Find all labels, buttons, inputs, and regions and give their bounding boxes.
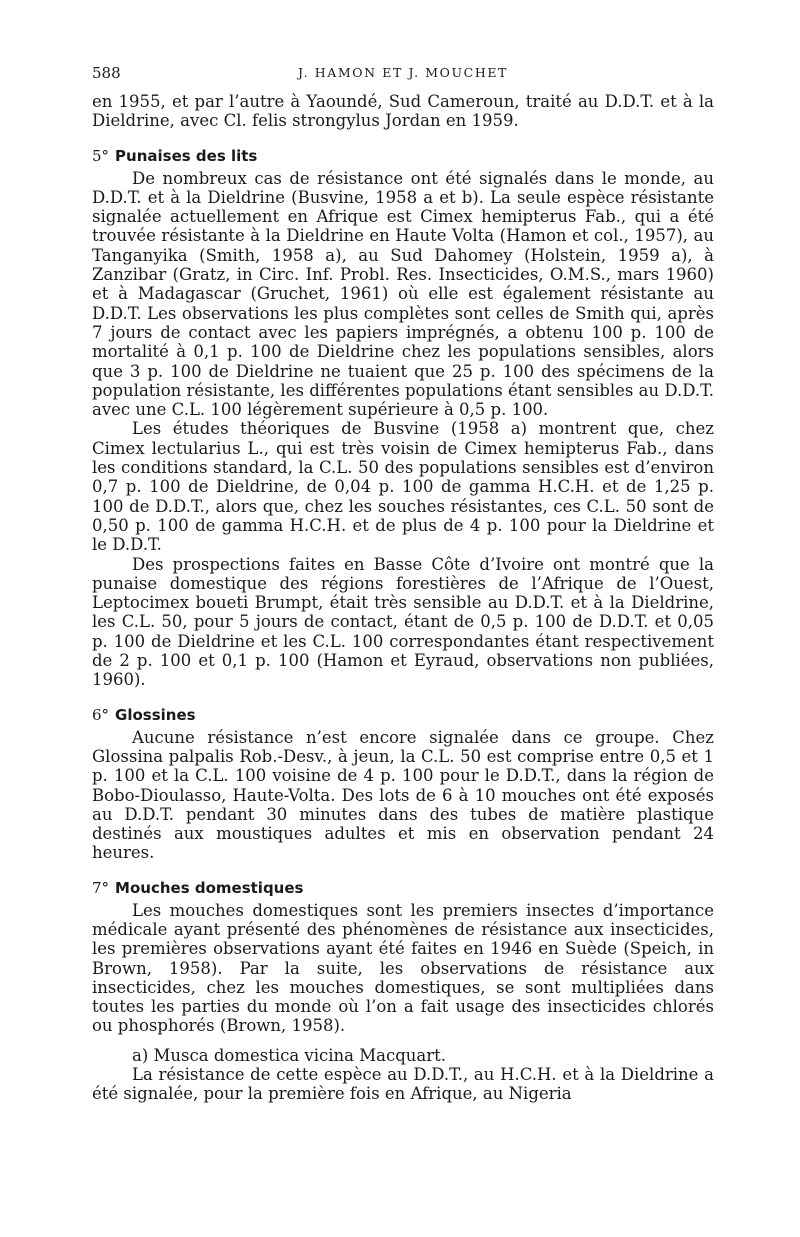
section-heading-punaises: [92, 147, 714, 166]
paragraph: La résistance de cette espèce au D.D.T., au H.C.H. et à la Dieldrine a été signalée, pour la première fois en Afrique, au Nigeria: [92, 1065, 714, 1104]
paragraph: Les mouches domestiques sont les premiers insectes d’importance médicale ayant présenté des phénomènes de résistance aux insecticides, les premières observations ayant été faites en 1946 en Suède (Speich, in Brown, 1958). Par la suite, les observations de résistance aux insecticides, chez les mouches domestiques, se sont multipliées dans toutes les parties du monde où l’on a fait usage des insecticides chlorés ou phosphorés (Brown, 1958).: [92, 900, 714, 1036]
section-number: 6°: [92, 705, 110, 724]
section-title: Glossines: [115, 705, 196, 724]
section-title: Punaises des lits: [115, 146, 258, 165]
running-title: J. HAMON ET J. MOUCHET: [297, 65, 508, 80]
paragraph: Les études théoriques de Busvine (1958 a) montrent que, chez Cimex lectularius L., qui est très voisin de Cimex hemipterus Fab., dans les conditions standard, la C.L. 50 des populations sensibles est d’environ 0,7 p. 100 de Dieldrine, de 0,04 p. 100 de gamma H.C.H. et de 1,25 p. 100 de D.D.T., alors que, chez les souches résistantes, ces C.L. 50 sont de 0,50 p. 100 de gamma H.C.H. et de plus de 4 p. 100 pour la Dieldrine et le D.D.T.: [92, 419, 714, 555]
section-title: Mouches domestiques: [115, 878, 304, 897]
page-content: [92, 64, 714, 1104]
section-heading-mouches: [92, 879, 714, 898]
paragraph: Aucune résistance n’est encore signalée dans ce groupe. Chez Glossina palpalis Rob.-Desv., à jeun, la C.L. 50 est comprise entre 0,5 et 1 p. 100 et la C.L. 100 voisine de 4 p. 100 pour le D.D.T., dans la région de Bobo-Dioulasso, Haute-Volta. Des lots de 6 à 10 mouches ont été exposés au D.D.T. pendant 30 minutes dans des tubes de matière plastique destinés aux moustiques adultes et mis en observation pendant 24 heures.: [92, 727, 714, 863]
running-head: [92, 64, 714, 92]
paragraph: De nombreux cas de résistance ont été signalés dans le monde, au D.D.T. et à la Dieldrine (Busvine, 1958 a et b). La seule espèce résistante signalée actuellement en Afrique est Cimex hemipterus Fab., qui a été trouvée résistante à la Dieldrine en Haute Volta (Hamon et col., 1957), au Tanganyika (Smith, 1958 a), au Sud Dahomey (Holstein, 1959 a), à Zanzibar (Gratz, in Circ. Inf. Probl. Res. Insecticides, O.M.S., mars 1960) et à Madagascar (Gruchet, 1961) où elle est également résistante au D.D.T. Les observations les plus complètes sont celles de Smith qui, après 7 jours de contact avec les papiers imprégnés, a obtenu 100 p. 100 de mortalité à 0,1 p. 100 de Dieldrine chez les populations sensibles, alors que 3 p. 100 de Dieldrine ne tuaient que 25 p. 100 des spécimens de la population résistante, les différentes populations étant sensibles au D.D.T. avec une C.L. 100 légèrement supérieure à 0,5 p. 100.: [92, 168, 714, 420]
page-number: 588: [92, 64, 121, 82]
paragraph: Des prospections faites en Basse Côte d’Ivoire ont montré que la punaise domestique des régions forestières de l’Afrique de l’Ouest, Leptocimex boueti Brumpt, était très sensible au D.D.T. et à la Dieldrine, les C.L. 50, pour 5 jours de contact, étant de 0,5 p. 100 de D.D.T. et 0,05 p. 100 de Dieldrine et les C.L. 100 correspondantes étant respectivement de 2 p. 100 et 0,1 p. 100 (Hamon et Eyraud, observations non publiées, 1960).: [92, 554, 714, 690]
subheading-musca: a) Musca domestica vicina Macquart.: [132, 1045, 447, 1065]
paragraph-continuation: en 1955, et par l’autre à Yaoundé, Sud Cameroun, traité au D.D.T. et à la Dieldrine, avec Cl. felis strongylus Jordan en 1959.: [92, 92, 714, 131]
section-number: 7°: [92, 878, 110, 897]
section-number: 5°: [92, 146, 110, 165]
section-heading-glossines: [92, 706, 714, 725]
